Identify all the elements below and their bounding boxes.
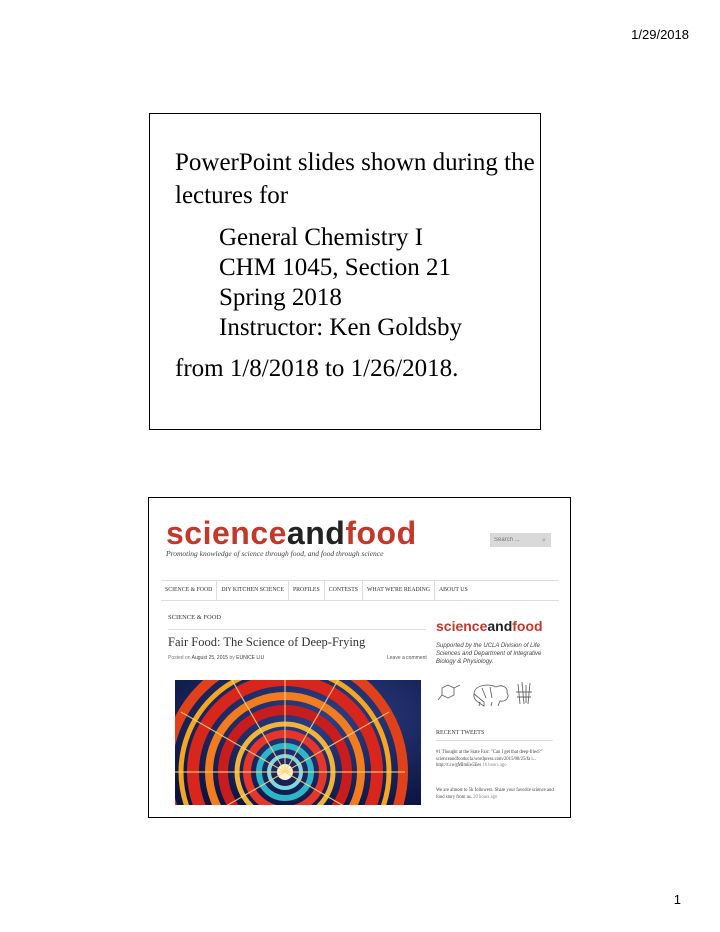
course-code: CHM 1045, Section 21 bbox=[219, 254, 451, 281]
divider bbox=[436, 740, 553, 741]
date-range: from 1/8/2018 to 1/26/2018. bbox=[175, 355, 459, 382]
site-tagline: Promoting knowledge of science through food, and food through science bbox=[166, 549, 384, 558]
course-term: Spring 2018 bbox=[219, 284, 342, 311]
leave-comment-link[interactable]: Leave a comment bbox=[387, 655, 427, 661]
nav-item-what-were-reading[interactable]: WHAT WE'RE READING bbox=[363, 581, 435, 600]
sidebar-description: Supported by the UCLA Division of Life Sciences and Department of Integrative Biology & Physiology. bbox=[436, 643, 542, 665]
page-number: 1 bbox=[673, 892, 681, 907]
post-meta: Posted on August 25, 2015 by EUNICE LIU bbox=[168, 655, 265, 661]
sidebar-illustration bbox=[434, 676, 544, 710]
post-date[interactable]: August 25, 2015 bbox=[191, 655, 229, 661]
site-nav bbox=[161, 580, 559, 601]
divider bbox=[168, 629, 426, 630]
nav-item-profiles[interactable]: PROFILES bbox=[289, 581, 325, 600]
course-details bbox=[219, 223, 462, 343]
site-logo[interactable]: scienceandfood bbox=[166, 515, 417, 551]
slide-title bbox=[149, 113, 541, 430]
slide-website-screenshot bbox=[148, 497, 571, 818]
nav-item-diy-kitchen-science[interactable]: DIY KITCHEN SCIENCE bbox=[217, 581, 289, 600]
nav-item-contests[interactable]: CONTESTS bbox=[325, 581, 363, 600]
course-name: General Chemistry I bbox=[219, 224, 424, 251]
section-title: SCIENCE & FOOD bbox=[168, 614, 222, 621]
post-title[interactable]: Fair Food: The Science of Deep-Frying bbox=[168, 635, 366, 649]
ferris-wheel-image bbox=[175, 680, 421, 805]
sidebar-logo: scienceandfood bbox=[436, 618, 543, 634]
tweet-item[interactable]: We are almost to 5k followers. Share your favorite science and food story from us. 20 hours ago bbox=[436, 788, 554, 800]
page-date: 1/29/2018 bbox=[631, 27, 689, 42]
course-instructor: Instructor: Ken Goldsby bbox=[219, 314, 463, 341]
tweet-item[interactable]: #1 Thought at the State Fair: "Can I get that deep-fried?" scienceandfooducla.wordpress.com/2015/08/25/fa i... http://t.co/gMImEe5Ees 16 hours ago bbox=[436, 750, 543, 769]
nav-item-science-food[interactable]: SCIENCE & FOOD bbox=[161, 581, 217, 600]
recent-tweets-title: RECENT TWEETS bbox=[436, 730, 485, 736]
slide-intro-text: PowerPoint slides shown during the lectures for bbox=[175, 149, 535, 209]
search-icon[interactable]: ⌕ bbox=[542, 536, 546, 544]
nav-item-about-us[interactable]: ABOUT US bbox=[439, 587, 468, 593]
post-author[interactable]: EUNICE LIU bbox=[236, 655, 265, 661]
